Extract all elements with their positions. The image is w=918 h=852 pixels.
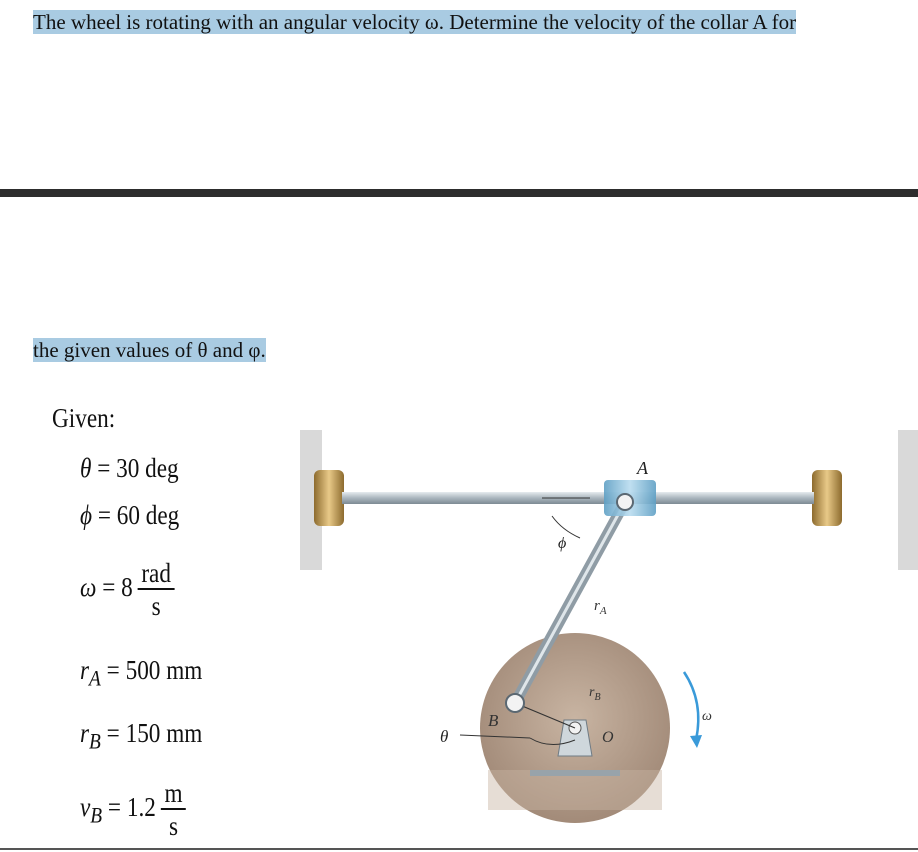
vB-unit-fraction: $\frac{m}{s}$ bbox=[161, 778, 186, 842]
problem-text-line-1: The wheel is rotating with an angular velocity ω. Determine the velocity of the collar A for bbox=[33, 10, 797, 34]
omega-arrow bbox=[684, 672, 698, 740]
collar-pin bbox=[617, 494, 633, 510]
bottom-rule bbox=[0, 848, 918, 850]
pin-B bbox=[506, 694, 524, 712]
left-mount bbox=[314, 470, 344, 526]
right-wall bbox=[898, 430, 918, 570]
given-vB: $v_B = 1.2$ $\frac{m}{s}$ bbox=[80, 778, 186, 842]
theta-label: θ bbox=[440, 727, 449, 746]
problem-text-line-2: the given values of θ and φ. bbox=[33, 338, 266, 362]
given-theta: θ = 30 deg bbox=[80, 453, 179, 483]
label-O: O bbox=[602, 729, 614, 746]
rA-label: $r_A$ bbox=[594, 598, 607, 617]
given-heading: Given: bbox=[52, 403, 116, 433]
given-omega: ω = 8 $\frac{\text{rad}}{s}$ bbox=[80, 558, 174, 622]
given-phi: ϕ = 60 deg bbox=[80, 500, 180, 530]
right-mount bbox=[812, 470, 842, 526]
omega-label: ω bbox=[702, 709, 712, 724]
phi-label: ϕ bbox=[558, 535, 567, 552]
bracket-plate bbox=[530, 770, 620, 776]
mechanism-figure bbox=[300, 420, 918, 848]
given-rB: $r_B = 150$ mm bbox=[80, 718, 203, 754]
omega-unit-fraction: $\frac{\text{rad}}{s}$ bbox=[138, 558, 175, 622]
label-A: A bbox=[637, 458, 648, 478]
given-rA: $r_A = 500$ mm bbox=[80, 655, 203, 691]
label-B: B bbox=[488, 711, 499, 730]
omega-arrowhead bbox=[690, 735, 702, 748]
rB-label: $r_B$ bbox=[589, 685, 601, 703]
page-divider bbox=[0, 189, 918, 197]
